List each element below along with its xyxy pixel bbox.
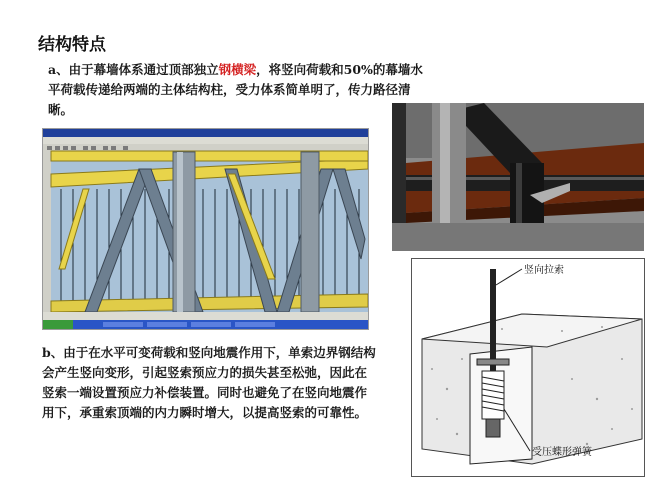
tension-device-detail-drawing: [411, 258, 645, 477]
cad-model-drawing: [43, 129, 368, 329]
detail-drawing: [412, 259, 644, 476]
paragraph-a-highlight: 钢横梁: [218, 62, 257, 77]
3d-render-drawing: [392, 103, 644, 251]
paragraph-b: b、由于在水平可变荷载和竖向地震作用下，单索边界钢结构会产生竖向变形，引起竖索预应力的损失甚至松弛，因此在竖索一端设置预应力补偿装置。同时也避免了在竖向地震作用下，承重索顶端的内力瞬时增大，以提高竖索的可靠性。: [42, 345, 376, 420]
paragraph-a-suffix: ，将竖向荷载和50%的幕墙水平荷载传递给两端的主体结构柱，受力体系简单明了，传力路径清晰。: [48, 62, 423, 117]
cad-model-screenshot: [42, 128, 369, 330]
label-disc-spring: 受压蝶形弹簧: [532, 447, 592, 458]
label-vertical-cable: 竖向拉索: [524, 265, 564, 276]
paragraph-a-prefix: a、由于幕墙体系通过顶部独立: [48, 62, 219, 77]
3d-render-image: [392, 103, 644, 251]
slide-title: 结构特点: [38, 35, 106, 55]
paragraph-a: [48, 60, 423, 120]
